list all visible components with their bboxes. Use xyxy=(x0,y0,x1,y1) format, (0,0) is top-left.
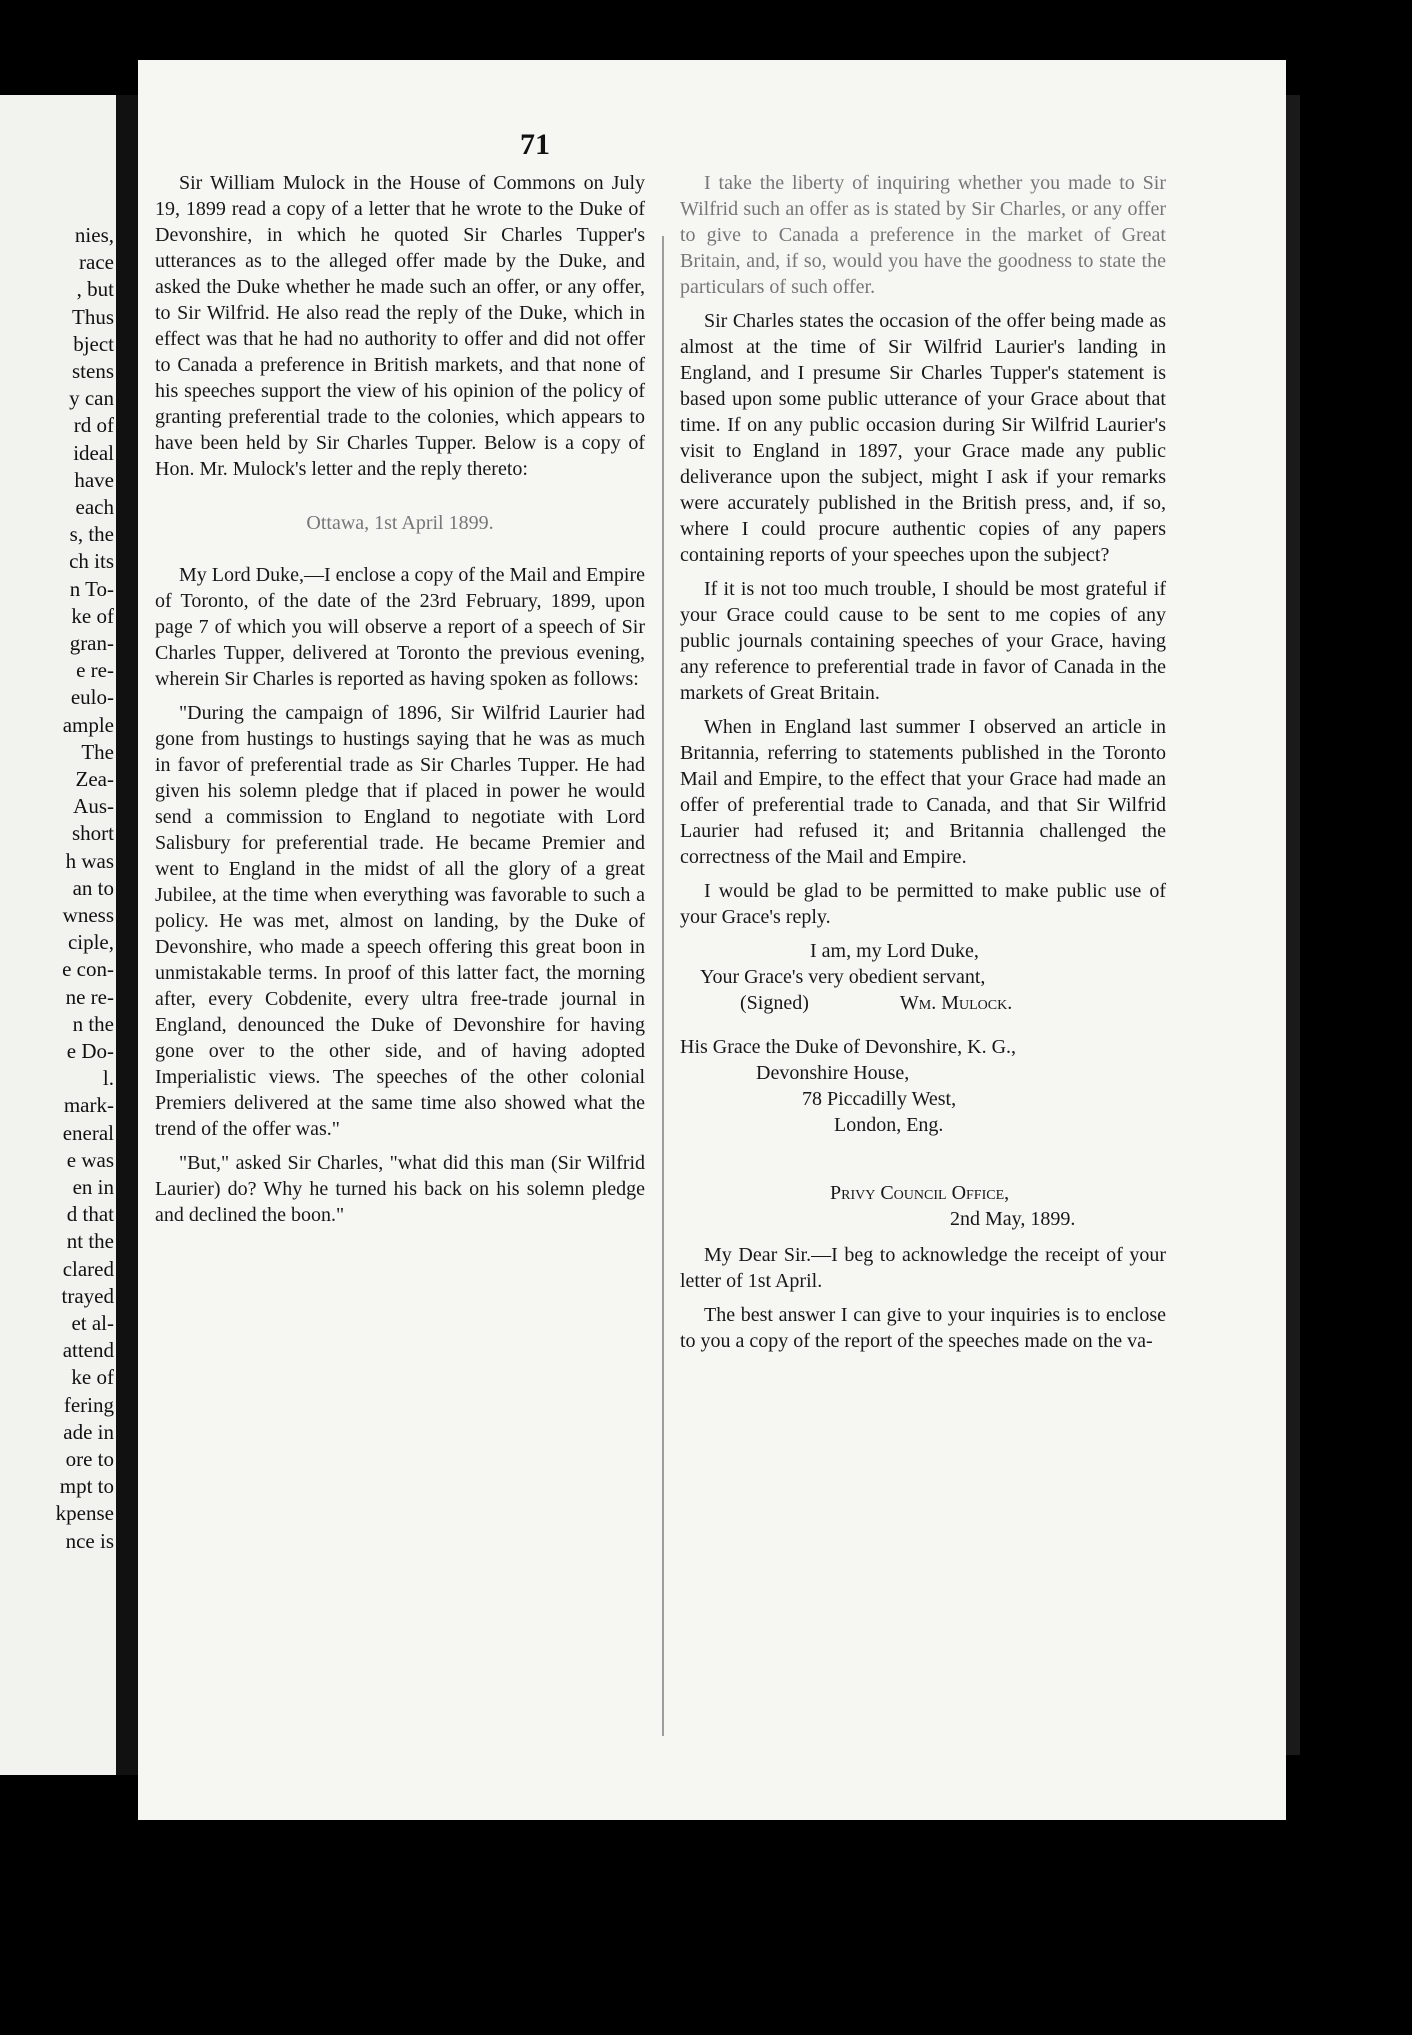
reply-paragraph: The best answer I can give to your inquiries is to enclose to you a copy of the report of the speeches made on the va- xyxy=(680,1304,1166,1352)
left-page-text-fragment: ke of xyxy=(71,603,114,628)
signed-label: (Signed) xyxy=(740,992,809,1014)
left-page-text-fragment: The xyxy=(81,739,114,764)
left-page-text-fragment: ideal xyxy=(73,440,114,465)
left-page-text-fragment: gran- xyxy=(69,631,114,655)
left-page-text-fragment: ade in xyxy=(63,1419,114,1444)
letter-paragraph: If it is not too much trouble, I should be most grateful if your Grace could cause to be sent to me copies of any public journals containing speeches of your Grace, having any reference to preferential trade in favor of Canada in the markets of Great Britain. xyxy=(680,578,1166,704)
left-page-text-fragment: Zea- xyxy=(75,767,114,791)
left-page-text-fragment: s, the xyxy=(69,522,114,547)
left-page-text-fragment: short xyxy=(72,821,114,846)
left-page-text-fragment: ne re- xyxy=(65,984,114,1009)
office-heading: Privy Council Office, xyxy=(830,1182,1010,1204)
left-page-text-fragment: e was xyxy=(66,1147,114,1172)
left-page-text-fragment: stens xyxy=(72,359,114,383)
left-page-text-fragment: ciple, xyxy=(67,930,114,955)
letter-paragraph: I take the liberty of inquiring whether you made to Sir Wilfrid such an offer as is stated by Sir Charles, or any offer to give to Canada a preference in the market of Great Britain, and, if so, would you have the goodness to state the particulars of such offer. xyxy=(680,172,1166,298)
left-page-text-fragment: ample xyxy=(62,712,114,737)
left-page-text-fragment: ch its xyxy=(69,549,114,574)
page-edge xyxy=(1286,95,1300,1755)
left-page-text-fragment: ke of xyxy=(71,1365,114,1390)
left-page-text-fragment: eneral xyxy=(62,1120,114,1145)
closing-line: Your Grace's very obedient servant, xyxy=(700,966,986,988)
left-page-text-fragment: ore to xyxy=(65,1447,114,1471)
left-page-text-fragment: , but xyxy=(76,277,114,302)
closing-line: I am, my Lord Duke, xyxy=(810,940,979,962)
left-page-text-fragment: e re- xyxy=(76,658,114,683)
intro-paragraph: Sir William Mulock in the House of Commons on July 19, 1899 read a copy of a letter that he wrote to the Duke of Devonshire, in which he quoted Sir Charles Tupper's utterances as to the alleged offer made by the Duke, and asked the Duke whether he made such an offer, or any offer, to Sir Wilfrid. He also read the reply of the Duke, which in effect was that he had no authority to offer and did not offer to Canada a preference in British markets, and that none of his speeches support the view of his opinion of the policy of granting preferential trade to the colonies, which appears to have been held by Sir Charles Tupper. Below is a copy of Hon. Mr. Mulock's letter and the reply thereto: xyxy=(155,172,645,480)
left-page-text-fragment: nt the xyxy=(66,1229,114,1254)
left-column xyxy=(155,170,645,1236)
signature-line xyxy=(740,990,1166,1016)
left-page-text-fragment: eulo- xyxy=(70,685,114,710)
salutation-paragraph: My Lord Duke,—I enclose a copy of the Mail and Empire of Toronto, of the date of the 23rd February, 1899, upon page 7 of which you will observe a report of a speech of Sir Charles Tupper, delivered at Toronto the previous evening, wherein Sir Charles is reported as having spoken as follows: xyxy=(155,564,645,690)
page-number: 71 xyxy=(520,128,550,161)
left-page-text-fragment: Aus- xyxy=(73,794,114,819)
left-page-text-fragment: e Do- xyxy=(66,1039,114,1063)
address-line: His Grace the Duke of Devonshire, K. G., xyxy=(680,1036,1017,1058)
left-page-text-fragment: Thus xyxy=(72,304,114,329)
left-page-text-fragment: trayed xyxy=(61,1283,114,1308)
letter-paragraph: When in England last summer I observed an article in Britannia, referring to statements published in the Toronto Mail and Empire, to the effect that your Grace had made an offer of preferential trade to Canada, and that Sir Wilfrid Laurier had refused it; and Britannia challenged the correctness of the Mail and Empire. xyxy=(680,716,1166,868)
address-line: Devonshire House, xyxy=(756,1062,910,1084)
left-page-text-fragment: n the xyxy=(72,1011,114,1036)
left-page-text-fragment: rd of xyxy=(73,413,114,438)
left-page-text-fragment: an to xyxy=(72,875,114,900)
left-page-text-fragment: attend xyxy=(62,1338,114,1363)
left-page-text-fragment: l. xyxy=(102,1066,114,1091)
column-rule xyxy=(662,236,664,1736)
quote-paragraph: "During the campaign of 1896, Sir Wilfrid Laurier had gone from hustings to hustings saying that he was as much in favor of preferential trade as Sir Charles Tupper. He had given his solemn pledge that if placed in power he would send a commission to England to negotiate with Lord Salisbury for preferential trade. He became Premier and went to England in the midst of all the glory of a great Jubilee, at the time when everything was favorable to such a policy. He was met, almost on landing, by the Duke of Devonshire, who made a speech offering this great boon in unmistakable terms. In proof of this latter fact, the morning after, every Cobdenite, every ultra free-trade journal in England, denounced the Duke of Devonshire for having gone over to the other side, and of having adopted Imperialistic views. The speeches of the other colonial Premiers delivered at the same time also showed what the trend of the offer was." xyxy=(155,702,645,1140)
left-page-text-fragment: nce is xyxy=(65,1528,114,1553)
left-page-text-fragment: have xyxy=(74,467,114,492)
letter-dateline: Ottawa, 1st April 1899. xyxy=(306,512,494,534)
left-page-text-fragment: e con- xyxy=(62,957,114,982)
left-page-text-fragment: race xyxy=(79,250,114,275)
left-page-text-fragment: kpense xyxy=(55,1501,114,1526)
addressee-block xyxy=(680,1034,1166,1138)
left-page-text-fragment: d that xyxy=(66,1202,114,1227)
reply-paragraph: My Dear Sir.—I beg to acknowledge the receipt of your letter of 1st April. xyxy=(680,1244,1166,1292)
left-page-text-fragment: en in xyxy=(72,1175,114,1199)
left-page-text-fragment: h was xyxy=(65,848,114,873)
right-column xyxy=(680,170,1166,1362)
left-page-text-fragment: n To- xyxy=(69,576,114,601)
left-page-text-fragment: wness xyxy=(62,903,114,927)
book-spine xyxy=(116,95,138,1775)
left-page-text-fragment: mark- xyxy=(63,1093,114,1118)
left-page-text-fragment: et al- xyxy=(71,1311,114,1335)
left-page-text-fragment: clared xyxy=(62,1256,114,1281)
left-page-text-fragment: nies, xyxy=(74,223,114,247)
letter-paragraph: Sir Charles states the occasion of the offer being made as almost at the time of Sir Wilfrid Laurier's landing in England, and I presume Sir Charles Tupper's statement is based upon some public utterance of your Grace about that time. If on any public occasion during Sir Wilfrid Laurier's visit to England in 1897, your Grace made any public deliverance upon the subject, might I ask if your remarks were accurately published in the British press, and, if so, where I could procure authentic copies of any papers containing reports of your speeches upon the subject? xyxy=(680,310,1166,566)
left-page-text-fragment: y can xyxy=(69,386,114,411)
left-page-text-fragment: each xyxy=(75,495,114,519)
office-date: 2nd May, 1899. xyxy=(950,1208,1076,1230)
quote-paragraph-2: "But," asked Sir Charles, "what did this man (Sir Wilfrid Laurier) do? Why he turned his back on his solemn pledge and declined the boon." xyxy=(155,1152,645,1226)
letter-paragraph: I would be glad to be permitted to make public use of your Grace's reply. xyxy=(680,880,1166,928)
address-line: London, Eng. xyxy=(834,1114,944,1136)
adjacent-page-fragment xyxy=(0,95,120,1775)
left-page-text-fragment: fering xyxy=(63,1392,114,1417)
signature: Wm. Mulock. xyxy=(899,992,1013,1014)
address-line: 78 Piccadilly West, xyxy=(802,1088,957,1110)
left-page-text-fragment: bject xyxy=(73,331,114,356)
left-page-text-fragment: mpt to xyxy=(59,1474,114,1499)
